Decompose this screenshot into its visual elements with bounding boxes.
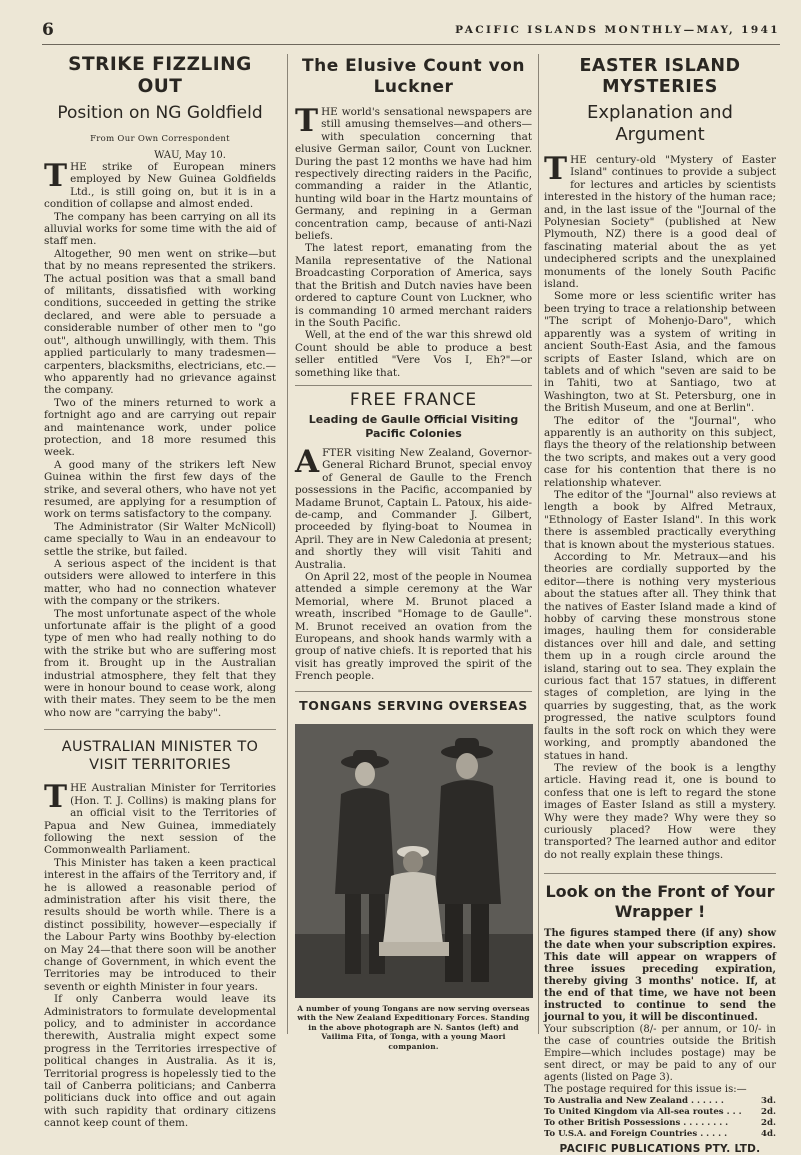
subheadline-free-france: Leading de Gaulle Official Visiting Pacific Colonies bbox=[308, 412, 519, 440]
section-divider bbox=[544, 873, 776, 874]
paragraph: Some more or less scientific writer has been trying to trace a relationship between "The script of Mohenjo-Daro", which apparently was a system of writing in ancient South-East Asia, and the famous scripts of Easter Island, which are on tablets and of which "seven are said to be in Tahiti, two at Santiago, two at Washington, two at St. Petersburg, one in the British Museum, and one at Berlin". bbox=[544, 290, 776, 415]
drop-cap: T bbox=[44, 779, 68, 816]
column-rule bbox=[538, 54, 539, 1034]
column-rule bbox=[287, 54, 288, 1034]
paragraph: THE strike of European miners employed by New Guinea Goldfields Ltd., is still going on, but it is in a condition of collapse and almost ended. bbox=[44, 158, 276, 211]
paragraph: THE world's sensational newspapers are still amusing themselves—and others—with speculation concerning that elusive German sailor, Count von Luckner. During the past 12 months we have had him respectively directing raiders in the Pacific, commanding a raider in the Atlantic, hunting wild boar in the Hartz mountains of Germany, and repining in a German concentration camp, because of anti-Nazi beliefs. bbox=[295, 103, 532, 243]
paragraph: The editor of the "Journal", who apparently is an authority on this subject, flays the theory of the relationship between the two scripts, and makes out a very good case for his contention that there is no relationship whatever. bbox=[544, 414, 776, 489]
paragraph: The review of the book is a lengthy article. Having read it, one is bound to confess that one is left to regard the stone images of Easter Island as still a mystery. Why were they made? Why were they so curiously placed? How were they transported? The learned author and editor do not really explain these things. bbox=[544, 761, 776, 861]
page-header bbox=[42, 22, 780, 45]
subheadline-easter-island: Explanation and Argument bbox=[587, 102, 733, 145]
headline-wrapper-notice: Look on the Front of Your Wrapper ! bbox=[545, 882, 775, 922]
subscription-notice: The figures stamped there (if any) show the date when your subscription expires. This date will appear on wrappers of three issues preceding expiration, thereby giving 3 months' notice. If, at the end of that time, we have not been instructed to continue to send the journal to you, it will be discontinued. bbox=[544, 928, 776, 1024]
paragraph: A good many of the strikers left New Guinea within the first few days of the strike, and several others, who have not yet resumed, are applying for a resumption of work on terms satisfactory to the company. bbox=[44, 458, 276, 521]
photo-illustration bbox=[295, 724, 533, 998]
dateline: WAU, May 10. bbox=[154, 150, 226, 161]
column-left bbox=[44, 52, 276, 1130]
paragraph: If only Canberra would leave its Administrators to formulate developmental policy, and to administer in accordance therewith, Australia might expect some progress in the Territories irrespective of political changes in Australia. As it is, Territorial progress is hopelessly tied to the tail of Canberra politicians; and Canberra politicians duck into office and out again with such rapidity that ordinary citizens cannot keep count of them. bbox=[44, 993, 276, 1130]
paragraph: The Administrator (Sir Walter McNicoll) came specially to Wau in an endeavour to settle the strike, but failed. bbox=[44, 520, 276, 558]
section-divider bbox=[44, 729, 276, 730]
photo-caption: A number of young Tongans are now serving overseas with the New Zealand Expeditionary Forces. Standing in the above photograph are N. Santos (left) and Vailima Fita, of Tonga, with a young Maori companion. bbox=[297, 1003, 530, 1052]
paragraph: THE century-old "Mystery of Easter Island" continues to provide a subject for lectures and articles by scientists interested in the history of the human race; and, in the last issue of the "Journal of the Polynesian Society" (published at New Plymouth, NZ) there is a good deal of fascinating material about the as yet undeciphered scripts and the unexplained monuments of the lonely South Pacific island. bbox=[544, 151, 776, 291]
drop-cap: T bbox=[544, 151, 568, 187]
paragraph: AFTER visiting New Zealand, Governor-General Richard Brunot, special envoy of General de Gaulle to the French possessions in the Pacific, accompanied by Madame Brunot, Captain L. Patoux, his aide-de-camp, and Commander J. Gilbert, proceeded by flying-boat to Noumea in April. They are in New Caledonia at present; and shortly they will visit Tahiti and Australia. bbox=[295, 443, 532, 571]
headline-minister: AUSTRALIAN MINISTER TO VISIT TERRITORIES bbox=[61, 739, 259, 774]
postage-rate-row: To U.S.A. and Foreign Countries . . . . . 4d. bbox=[544, 1128, 776, 1139]
paragraph: The latest report, emanating from the Manila representative of the National Broadcasting Corporation of America, says that the British and Dutch navies have been ordered to capture Count von Luckner, who is commanding 10 armed merchant raiders in the South Pacific. bbox=[295, 242, 532, 329]
paragraph: Altogether, 90 men went on strike—but that by no means represented the strikers. The actual position was that a small band of militants, dissatisfied with working conditions, succeeded in getting the strike declared, and were able to persuade a considerable number of other men to "go out", although unwillingly, with them. This applied particularly to many tradesmen—carpenters, blacksmiths, electricians, etc.—who apparently had no grievance against the company. bbox=[44, 247, 276, 397]
drop-cap: T bbox=[44, 158, 68, 194]
paragraph: On April 22, most of the people in Noumea attended a simple ceremony at the War Memorial, where M. Brunot placed a wreath, inscribed "Homage to de Gaulle". M. Brunot received an ovation from the Europeans, and shook hands warmly with a group of native chiefs. It is reported that his visit has greatly improved the spirit of the French people. bbox=[295, 571, 532, 683]
paragraph: This Minister has taken a keen practical interest in the affairs of the Territory and, if he is allowed a reasonable period of administration after his visit there, the results should be worth while. There is a distinct possibility, however—especially if the Labour Party wins Boothby by-election on May 24—that there soon will be another change of Government, in which event the Territories may be introduced to their seventh or eighth Minister in four years. bbox=[44, 856, 276, 993]
postage-intro: The postage required for this issue is:— bbox=[544, 1084, 747, 1096]
paragraph: The most unfortunate aspect of the whole unfortunate affair is the plight of a good type of men who had really nothing to do with the strike but who are suffering most from it. Brought up in the Australian industrial atmosphere, they felt that they were in honour bound to cease work, along with their mates. They seem to be the men who now are "carrying the baby". bbox=[44, 607, 276, 719]
section-divider bbox=[295, 385, 532, 386]
subheadline-strike: Position on NG Goldfield bbox=[57, 103, 263, 123]
postage-rate-row: To other British Possessions . . . . . . . . 2d. bbox=[544, 1117, 776, 1128]
section-divider bbox=[295, 691, 532, 692]
photo-tongan-soldiers bbox=[295, 724, 533, 998]
paragraph: THE Australian Minister for Territories (Hon. T. J. Collins) is making plans for an official visit to the Territories of Papua and New Guinea, immediately following the next session of the Commonwealth Parliament. bbox=[44, 779, 276, 857]
headline-strike: STRIKE FIZZLING OUT bbox=[68, 54, 252, 97]
paragraph: Two of the miners returned to work a fortnight ago and are carrying out repair and maintenance work, under police protection, and 18 more resumed this week. bbox=[44, 396, 276, 459]
paragraph: According to Mr. Metraux—and his theories are cordially supported by the editor—there is nothing very mysterious about the statues after all. They think that the natives of Easter Island made a kind of hobby of carving these monstrous stone images, hauling them for considerable distances over hill and dale, and setting them up in a rough circle around the island, staring out to sea. They explain the curious fact that 157 statues, in different stages of completion, are lying in the quarries by suggesting, that, as the work progressed, the native sculptors found faults in the soft rock on which they were working, and promptly abandoned the statues in hand. bbox=[544, 551, 776, 762]
subscription-paragraph: Your subscription (8/- per annum, or 10/- in the case of countries outside the British Empire—which includes postage) may be sent direct, or may be paid to any of our agents (listed on Page 3). bbox=[544, 1024, 776, 1084]
headline-easter-island: EASTER ISLAND MYSTERIES bbox=[579, 56, 741, 97]
postage-rate-row: To United Kingdom via All-sea routes . . . 2d. bbox=[544, 1106, 776, 1117]
column-right bbox=[544, 52, 776, 1155]
paragraph: A serious aspect of the incident is that outsiders were allowed to interfere in this matter, who had no connection whatever with the company or the strikers. bbox=[44, 558, 276, 608]
drop-cap: T bbox=[295, 103, 319, 139]
paragraph: The company has been carrying on all its alluvial works for some time with the aid of staff men. bbox=[44, 210, 276, 248]
headline-luckner: The Elusive Count von Luckner bbox=[302, 56, 525, 97]
headline-free-france: FREE FRANCE bbox=[349, 389, 478, 410]
paragraph: Well, at the end of the war this shrewd old Count should be able to produce a best seller entitled "Vere Vos I, Eh?"—or something like that. bbox=[295, 329, 532, 379]
page-number: 6 bbox=[42, 20, 54, 40]
postage-rate-row: To Australia and New Zealand . . . . . . 3d. bbox=[544, 1096, 776, 1107]
headline-tongans: TONGANS SERVING OVERSEAS bbox=[299, 697, 528, 713]
drop-cap: A bbox=[295, 443, 320, 480]
column-middle bbox=[295, 52, 532, 1052]
paragraph: The editor of the "Journal" also reviews at length a book by Alfred Metraux, "Ethnology of Easter Island". In this work there is assembled practically everything that is known about the mysterious statues. bbox=[544, 488, 776, 551]
publisher-name: PACIFIC PUBLICATIONS PTY. LTD. bbox=[559, 1143, 761, 1155]
postage-rates bbox=[544, 1096, 776, 1139]
masthead: PACIFIC ISLANDS MONTHLY—MAY, 1941 bbox=[455, 24, 780, 36]
byline: From Our Own Correspondent bbox=[90, 134, 230, 144]
